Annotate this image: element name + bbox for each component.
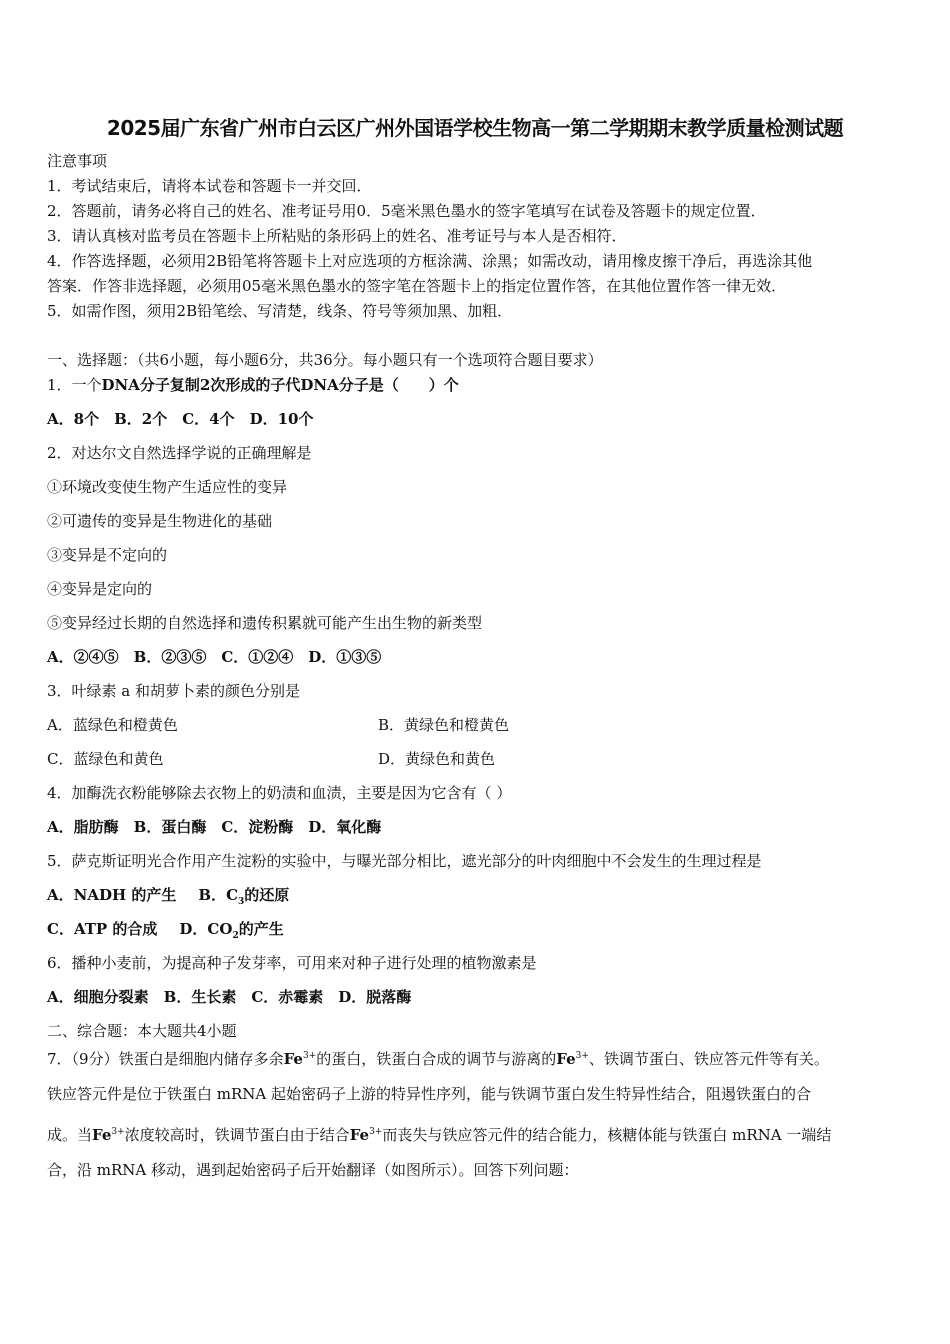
q2-statement-3: ③变异是不定向的 [47, 546, 168, 564]
fe-ion-1: Fe [283, 1050, 303, 1068]
q5-option-a: A．NADH 的产生 [47, 886, 177, 904]
fe-charge-4: 3+ [369, 1127, 383, 1137]
q1-stem-c: 分子复制2次形成的子代 [139, 376, 301, 394]
q7-line-2: 铁应答元件是位于铁蛋白 mRNA 起始密码子上游的特异性序列，能与铁调节蛋白发生特异性结合，阻遏铁蛋白的合 [47, 1085, 812, 1103]
q4-stem: 4．加酶洗衣粉能够除去衣物上的奶渍和血渍，主要是因为它含有（ ） [47, 784, 512, 802]
fe-charge-1: 3+ [302, 1051, 317, 1061]
q5-option-d-b: 的产生 [238, 920, 284, 938]
q5-options-ab [47, 885, 289, 912]
q4-options: A．脂肪酶 B．蛋白酶 C．淀粉酶 D．氧化酶 [47, 818, 382, 836]
notice-item-4: 4．作答选择题，必须用2B铅笔将答题卡上对应选项的方框涂满、涂黑；如需改动，请用橡皮擦干净后，再选涂其他 [47, 252, 813, 270]
fe-ion-4: Fe [349, 1126, 370, 1144]
q7-l1-b: 的蛋白，铁蛋白合成的调节与游离的 [316, 1050, 557, 1068]
q5-option-d-sub: 2 [232, 931, 239, 941]
q1-stem-a: 1．一个 [47, 376, 102, 394]
notice-item-1: 1．考试结束后，请将本试卷和答题卡一并交回． [47, 177, 372, 195]
q5-stem: 5．萨克斯证明光合作用产生淀粉的实验中，与曝光部分相比，遮光部分的叶肉细胞中不会发生的生理过程是 [47, 852, 762, 870]
q3-option-b: B．黄绿色和橙黄色 [378, 716, 510, 734]
q3-stem: 3．叶绿素 a 和胡萝卜素的颜色分别是 [47, 682, 301, 700]
q7-line-1 [47, 1046, 829, 1069]
notice-item-3: 3．请认真核对监考员在答题卡上所粘贴的条形码上的姓名、准考证号与本人是否相符． [47, 227, 627, 245]
section1-heading: 一、选择题：（共6小题，每小题6分，共36分。每小题只有一个选项符合题目要求） [47, 351, 603, 369]
notice-item-5: 5．如需作图，须用2B铅笔绘、写清楚，线条、符号等须加黑、加粗． [47, 302, 513, 320]
q7-l1-c: 、铁调节蛋白、铁应答元件等有关。 [588, 1050, 829, 1068]
q5-option-d-a: D．CO [179, 920, 233, 938]
q2-statement-4: ④变异是定向的 [47, 580, 153, 598]
q3-option-a: A．蓝绿色和橙黄色 [47, 716, 178, 734]
q5-option-b-a: B．C [198, 886, 239, 904]
q7-line-3 [47, 1122, 831, 1145]
q1-stem-b: DNA [101, 376, 140, 394]
q5-options-cd [47, 919, 284, 946]
fe-charge-3: 3+ [111, 1127, 125, 1137]
notice-heading: 注意事项 [47, 152, 108, 170]
notice-item-2: 2．答题前，请务必将自己的姓名、准考证号用0．5毫米黑色墨水的签字笔填写在试卷及答题卡的规定位置． [47, 202, 766, 220]
notice-item-4-cont: 答案．作答非选择题，必须用05毫米黑色墨水的签字笔在答题卡上的指定位置作答，在其他位置作答一律无效． [47, 277, 787, 295]
q7-line-4: 合，沿 mRNA 移动，遇到起始密码子后开始翻译（如图所示）。回答下列问题： [47, 1161, 579, 1179]
q7-l3-b: 浓度较高时，铁调节蛋白由于结合 [124, 1126, 350, 1144]
fe-ion-3: Fe [92, 1126, 112, 1144]
fe-charge-2: 3+ [575, 1051, 589, 1061]
q1-stem-d: DNA [300, 376, 339, 394]
q2-statement-1: ①环境改变使生物产生适应性的变异 [47, 478, 288, 496]
q3-option-d: D．黄绿色和黄色 [378, 750, 496, 768]
fe-ion-2: Fe [556, 1050, 576, 1068]
section2-heading: 二、综合题：本大题共4小题 [47, 1022, 237, 1040]
q5-option-b-sub: 3 [238, 897, 245, 907]
q2-statement-2: ②可遗传的变异是生物进化的基础 [47, 512, 273, 530]
q2-options: A．②④⑤ B．②③⑤ C．①②④ D．①③⑤ [47, 648, 382, 666]
q2-statement-5: ⑤变异经过长期的自然选择和遗传积累就可能产生出生物的新类型 [47, 614, 483, 632]
q1-options: A．8个 B．2个 C．4个 D．10个 [47, 410, 314, 428]
q5-option-b-b: 的还原 [244, 886, 290, 904]
q7-l1-a: 7．（9分）铁蛋白是细胞内储存多余 [47, 1050, 284, 1068]
q7-l3-a: 成。当 [47, 1126, 93, 1144]
q1-stem [47, 375, 459, 395]
q3-option-c: C．蓝绿色和黄色 [47, 750, 164, 768]
q1-stem-e: 分子是（ ）个 [338, 376, 459, 394]
q7-l3-c: 而丧失与铁应答元件的结合能力，核糖体能与铁蛋白 mRNA 一端结 [382, 1126, 832, 1144]
q6-stem: 6．播种小麦前，为提高种子发芽率，可用来对种子进行处理的植物激素是 [47, 954, 537, 972]
q2-stem: 2．对达尔文自然选择学说的正确理解是 [47, 444, 312, 462]
page-title: 2025届广东省广州市白云区广州外国语学校生物高一第二学期期末教学质量检测试题 [106, 116, 844, 140]
q6-options: A．细胞分裂素 B．生长素 C．赤霉素 D．脱落酶 [47, 988, 412, 1006]
q5-option-c: C．ATP 的合成 [47, 920, 158, 938]
